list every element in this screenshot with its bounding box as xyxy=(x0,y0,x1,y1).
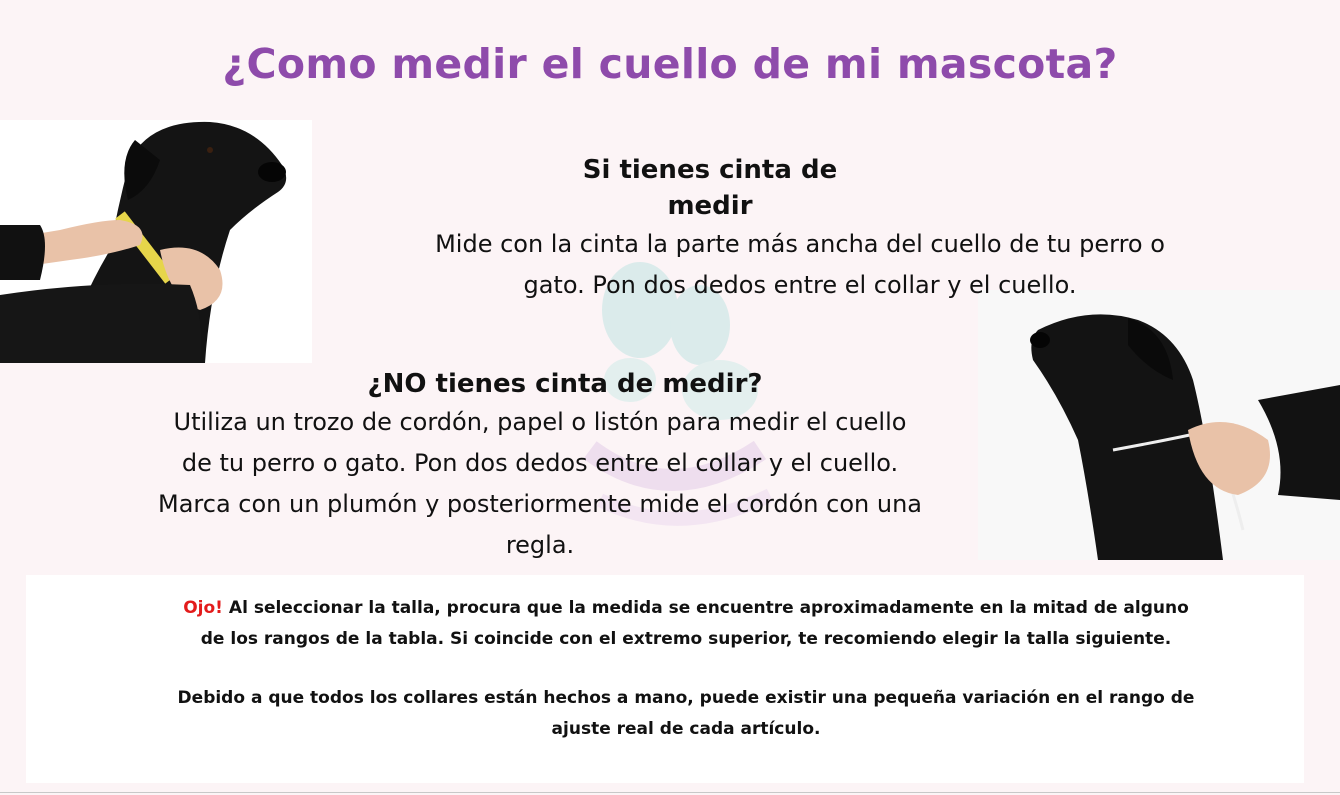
no-tape-section xyxy=(60,366,1030,566)
no-tape-heading: ¿NO tienes cinta de medir? xyxy=(367,369,763,399)
no-tape-line: Marca con un plumón y posteriormente mide el cordón con una xyxy=(158,490,922,518)
no-tape-line: de tu perro o gato. Pon dos dedos entre el collar y el cuello. xyxy=(181,449,899,477)
handmade-note-line-1: Debido a que todos los collares están hechos a mano, puede existir una pequeña variación en el rango de xyxy=(177,688,1195,708)
size-note-line-1 xyxy=(86,593,1286,624)
with-tape-section xyxy=(340,152,1165,306)
handmade-note-line-2: ajuste real de cada artículo. xyxy=(551,719,821,739)
handmade-note xyxy=(86,683,1286,745)
size-note-text: Al seleccionar la talla, procura que la medida se encuentre aproximadamente en la mitad de alguno xyxy=(228,598,1189,618)
with-tape-line: gato. Pon dos dedos entre el collar y el cuello. xyxy=(523,271,1077,299)
page-title: ¿Como medir el cuello de mi mascota? xyxy=(222,40,1118,88)
with-tape-line: Mide con la cinta la parte más ancha del cuello de tu perro o xyxy=(435,230,1165,258)
dog-measuring-tape-photo xyxy=(0,120,312,363)
with-tape-heading: Si tienes cinta de medir xyxy=(582,155,838,221)
bottom-divider xyxy=(0,792,1340,793)
no-tape-line: regla. xyxy=(505,531,575,559)
size-note xyxy=(86,593,1286,655)
ojo-label: Ojo! xyxy=(183,598,223,618)
no-tape-text xyxy=(75,402,1005,566)
no-tape-line: Utiliza un trozo de cordón, papel o listón para medir el cuello xyxy=(173,408,907,436)
note-box xyxy=(26,575,1304,783)
dog-measuring-string-photo xyxy=(978,290,1340,560)
with-tape-text xyxy=(330,224,1270,306)
size-note-line-2: de los rangos de la tabla. Si coincide con el extremo superior, te recomiendo elegir la talla siguiente. xyxy=(200,629,1172,649)
